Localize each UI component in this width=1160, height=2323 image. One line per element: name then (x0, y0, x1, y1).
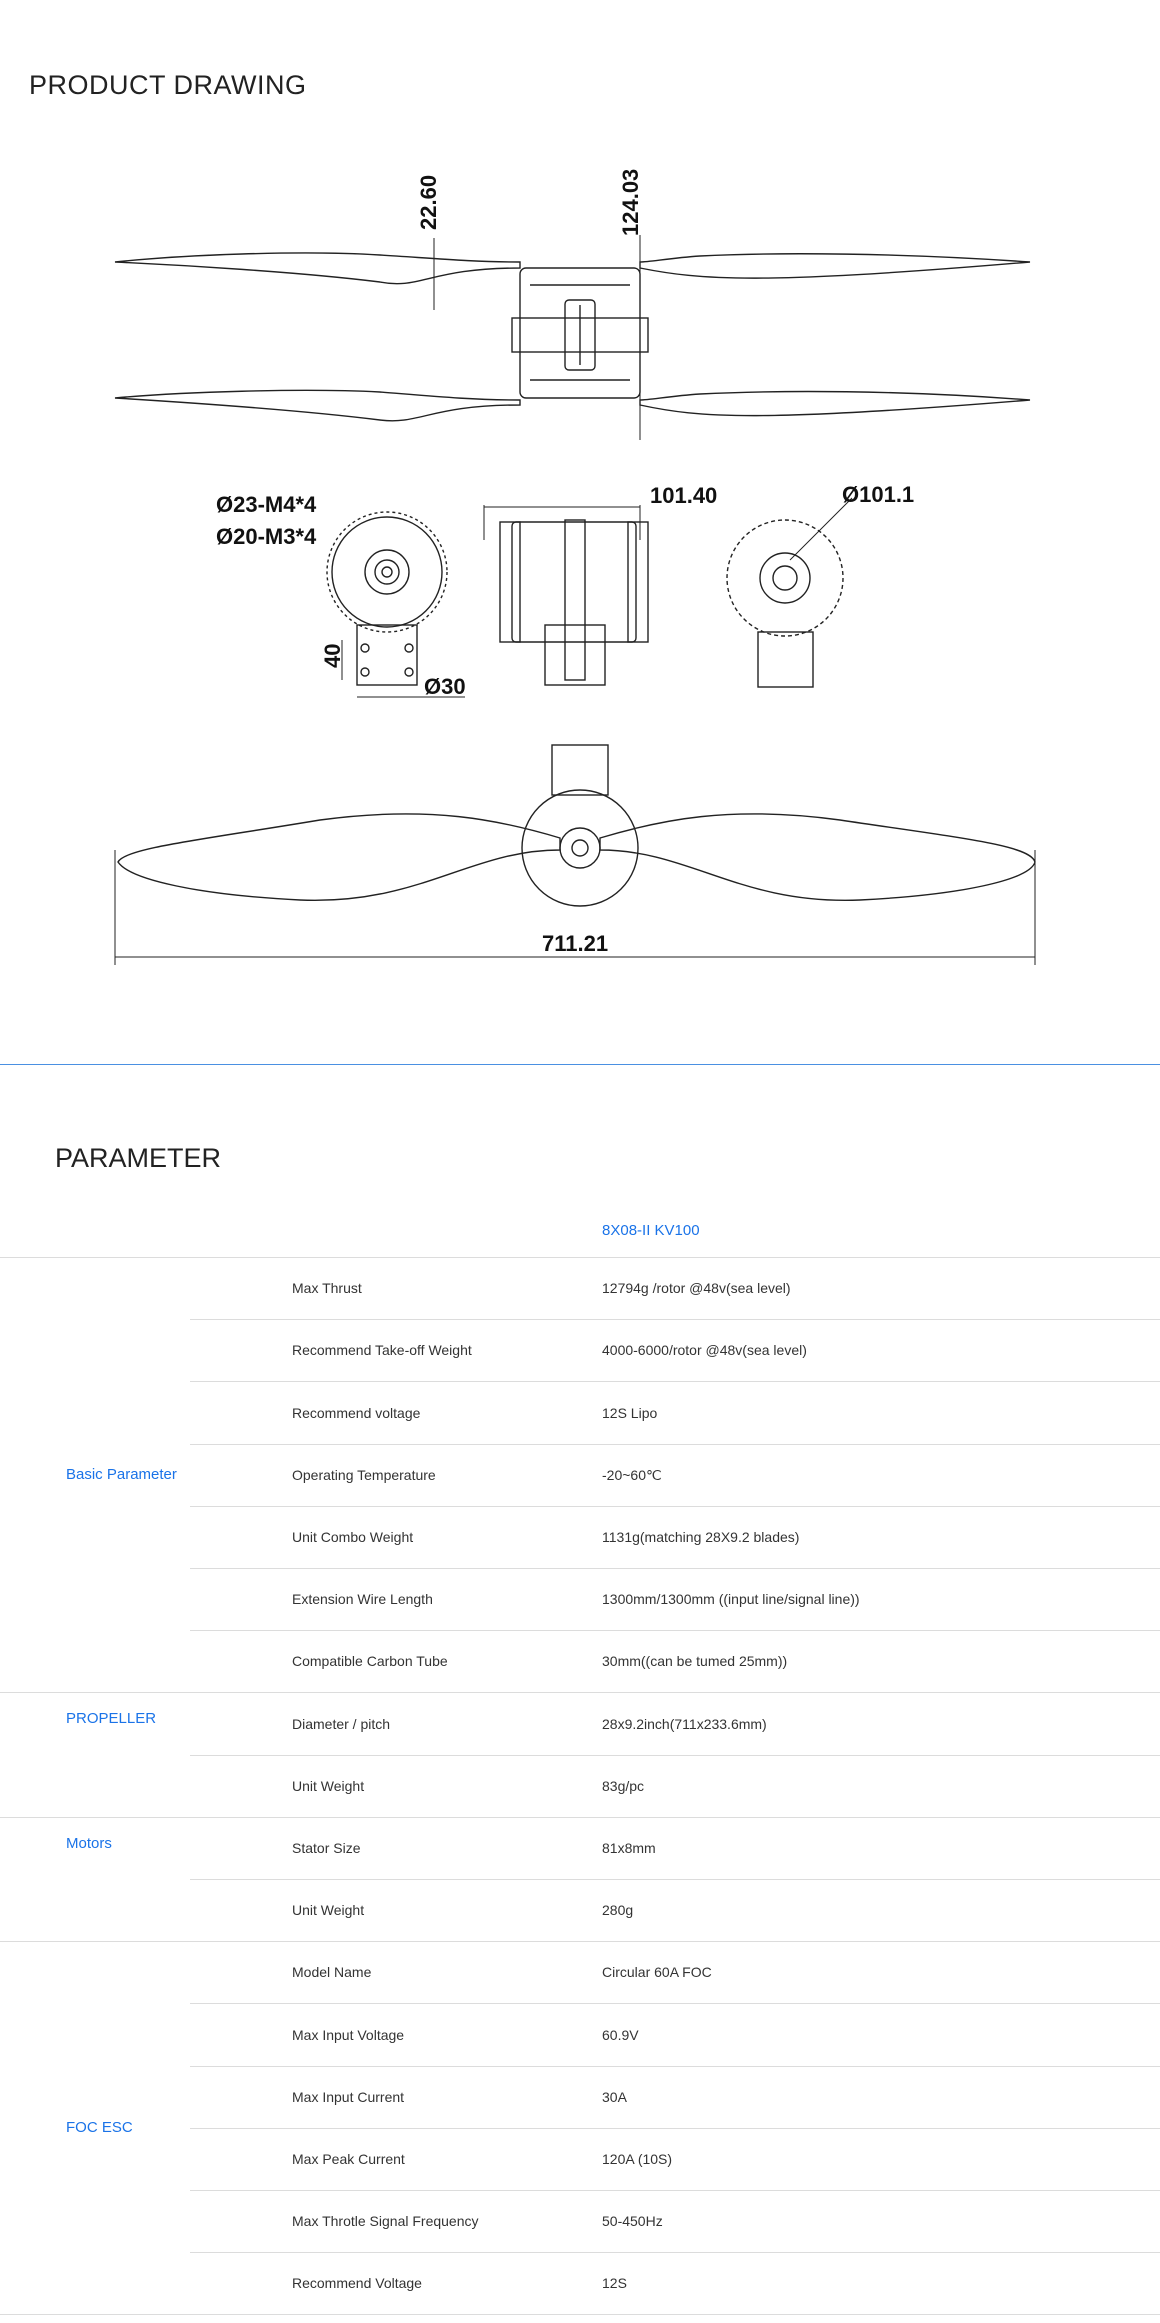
param-value: 30A (602, 2088, 627, 2105)
row-divider (190, 1381, 1160, 1382)
hub-top-view (522, 790, 638, 906)
param-label: Recommend Take-off Weight (292, 1342, 472, 1359)
param-label: Extension Wire Length (292, 1591, 433, 1608)
row-divider (190, 1755, 1160, 1756)
row-divider (0, 1257, 1160, 1258)
param-value: 50-450Hz (602, 2213, 663, 2230)
row-divider (190, 1568, 1160, 1569)
dim-mount-b: Ø20-M3*4 (216, 524, 317, 549)
param-label: Max Input Voltage (292, 2026, 405, 2043)
dim-mount-a: Ø23-M4*4 (216, 492, 317, 517)
bottom-view-motor (727, 520, 843, 636)
param-label: Stator Size (292, 1839, 361, 1856)
param-value: Circular 60A FOC (602, 1964, 712, 1981)
row-divider (0, 1941, 1160, 1942)
dim-clamp-height: 40 (320, 643, 345, 668)
param-value: -20~60℃ (602, 1466, 662, 1483)
row-divider (190, 2252, 1160, 2253)
dim-span: 711.21 (542, 931, 609, 956)
param-label: Diameter / pitch (292, 1715, 391, 1732)
row-divider (0, 1817, 1160, 1818)
param-value: 83g/pc (602, 1777, 645, 1794)
param-value: 81x8mm (602, 1839, 656, 1856)
param-value: 28x9.2inch(711x233.6mm) (602, 1715, 767, 1732)
row-divider (190, 1506, 1160, 1507)
row-divider (0, 1692, 1160, 1693)
param-label: Recommend voltage (292, 1404, 421, 1421)
lower-blade-right (640, 392, 1030, 416)
row-divider (190, 1444, 1160, 1445)
group-label: PROPELLER (66, 1710, 157, 1728)
param-value: 60.9V (602, 2026, 639, 2043)
param-label: Unit Combo Weight (292, 1528, 414, 1545)
group-label: Motors (66, 1834, 112, 1852)
param-label: Max Peak Current (292, 2150, 405, 2167)
full-blade-right (600, 814, 1035, 900)
param-label: Max Thrust (292, 1280, 362, 1297)
param-value: 30mm((can be tumed 25mm)) (602, 1653, 788, 1670)
param-label: Max Input Current (292, 2088, 405, 2105)
param-value: 12S (602, 2275, 627, 2292)
lower-blade-left (115, 390, 520, 420)
row-divider (190, 2190, 1160, 2191)
param-value: 12S Lipo (602, 1404, 658, 1421)
drawing-title: PRODUCT DRAWING (29, 70, 307, 100)
param-value: 4000-6000/rotor @48v(sea level) (602, 1342, 807, 1359)
param-label: Operating Temperature (292, 1466, 436, 1483)
front-view-motor (332, 517, 442, 627)
product-drawing (0, 150, 1160, 990)
row-divider (190, 1879, 1160, 1880)
dim-height-small: 22.60 (416, 174, 441, 230)
upper-blade-right (640, 254, 1030, 278)
row-divider (190, 1319, 1160, 1320)
dim-tube: Ø30 (424, 674, 466, 699)
param-value: 1300mm/1300mm ((input line/signal line)) (602, 1591, 860, 1608)
param-label: Unit Weight (292, 1902, 365, 1919)
param-value: 1131g(matching 28X9.2 blades) (602, 1528, 800, 1545)
middle-side-motor (512, 522, 636, 642)
param-value: 280g (602, 1902, 634, 1919)
row-divider (0, 2314, 1160, 2315)
param-label: Compatible Carbon Tube (292, 1653, 448, 1670)
full-blade-left (118, 814, 560, 900)
param-label: Max Throtle Signal Frequency (292, 2213, 479, 2230)
dim-diameter: Ø101.1 (842, 482, 915, 507)
param-value: 12794g /rotor @48v(sea level) (602, 1280, 791, 1297)
param-label: Model Name (292, 1964, 372, 1981)
param-value: 120A (10S) (602, 2150, 673, 2167)
section-divider (0, 1064, 1160, 1065)
parameter-title: PARAMETER (55, 1143, 222, 1173)
param-label: Unit Weight (292, 1777, 365, 1794)
dim-side-width: 101.40 (650, 483, 718, 508)
model-name: 8X08-II KV100 (602, 1222, 700, 1239)
group-label: FOC ESC (66, 2118, 133, 2136)
param-label: Recommend Voltage (292, 2275, 422, 2292)
group-label: Basic Parameter (66, 1465, 177, 1483)
row-divider (190, 1630, 1160, 1631)
upper-blade-left (115, 253, 520, 284)
dim-height-total: 124.03 (618, 168, 643, 236)
row-divider (190, 2066, 1160, 2067)
row-divider (190, 2003, 1160, 2004)
row-divider (190, 2128, 1160, 2129)
